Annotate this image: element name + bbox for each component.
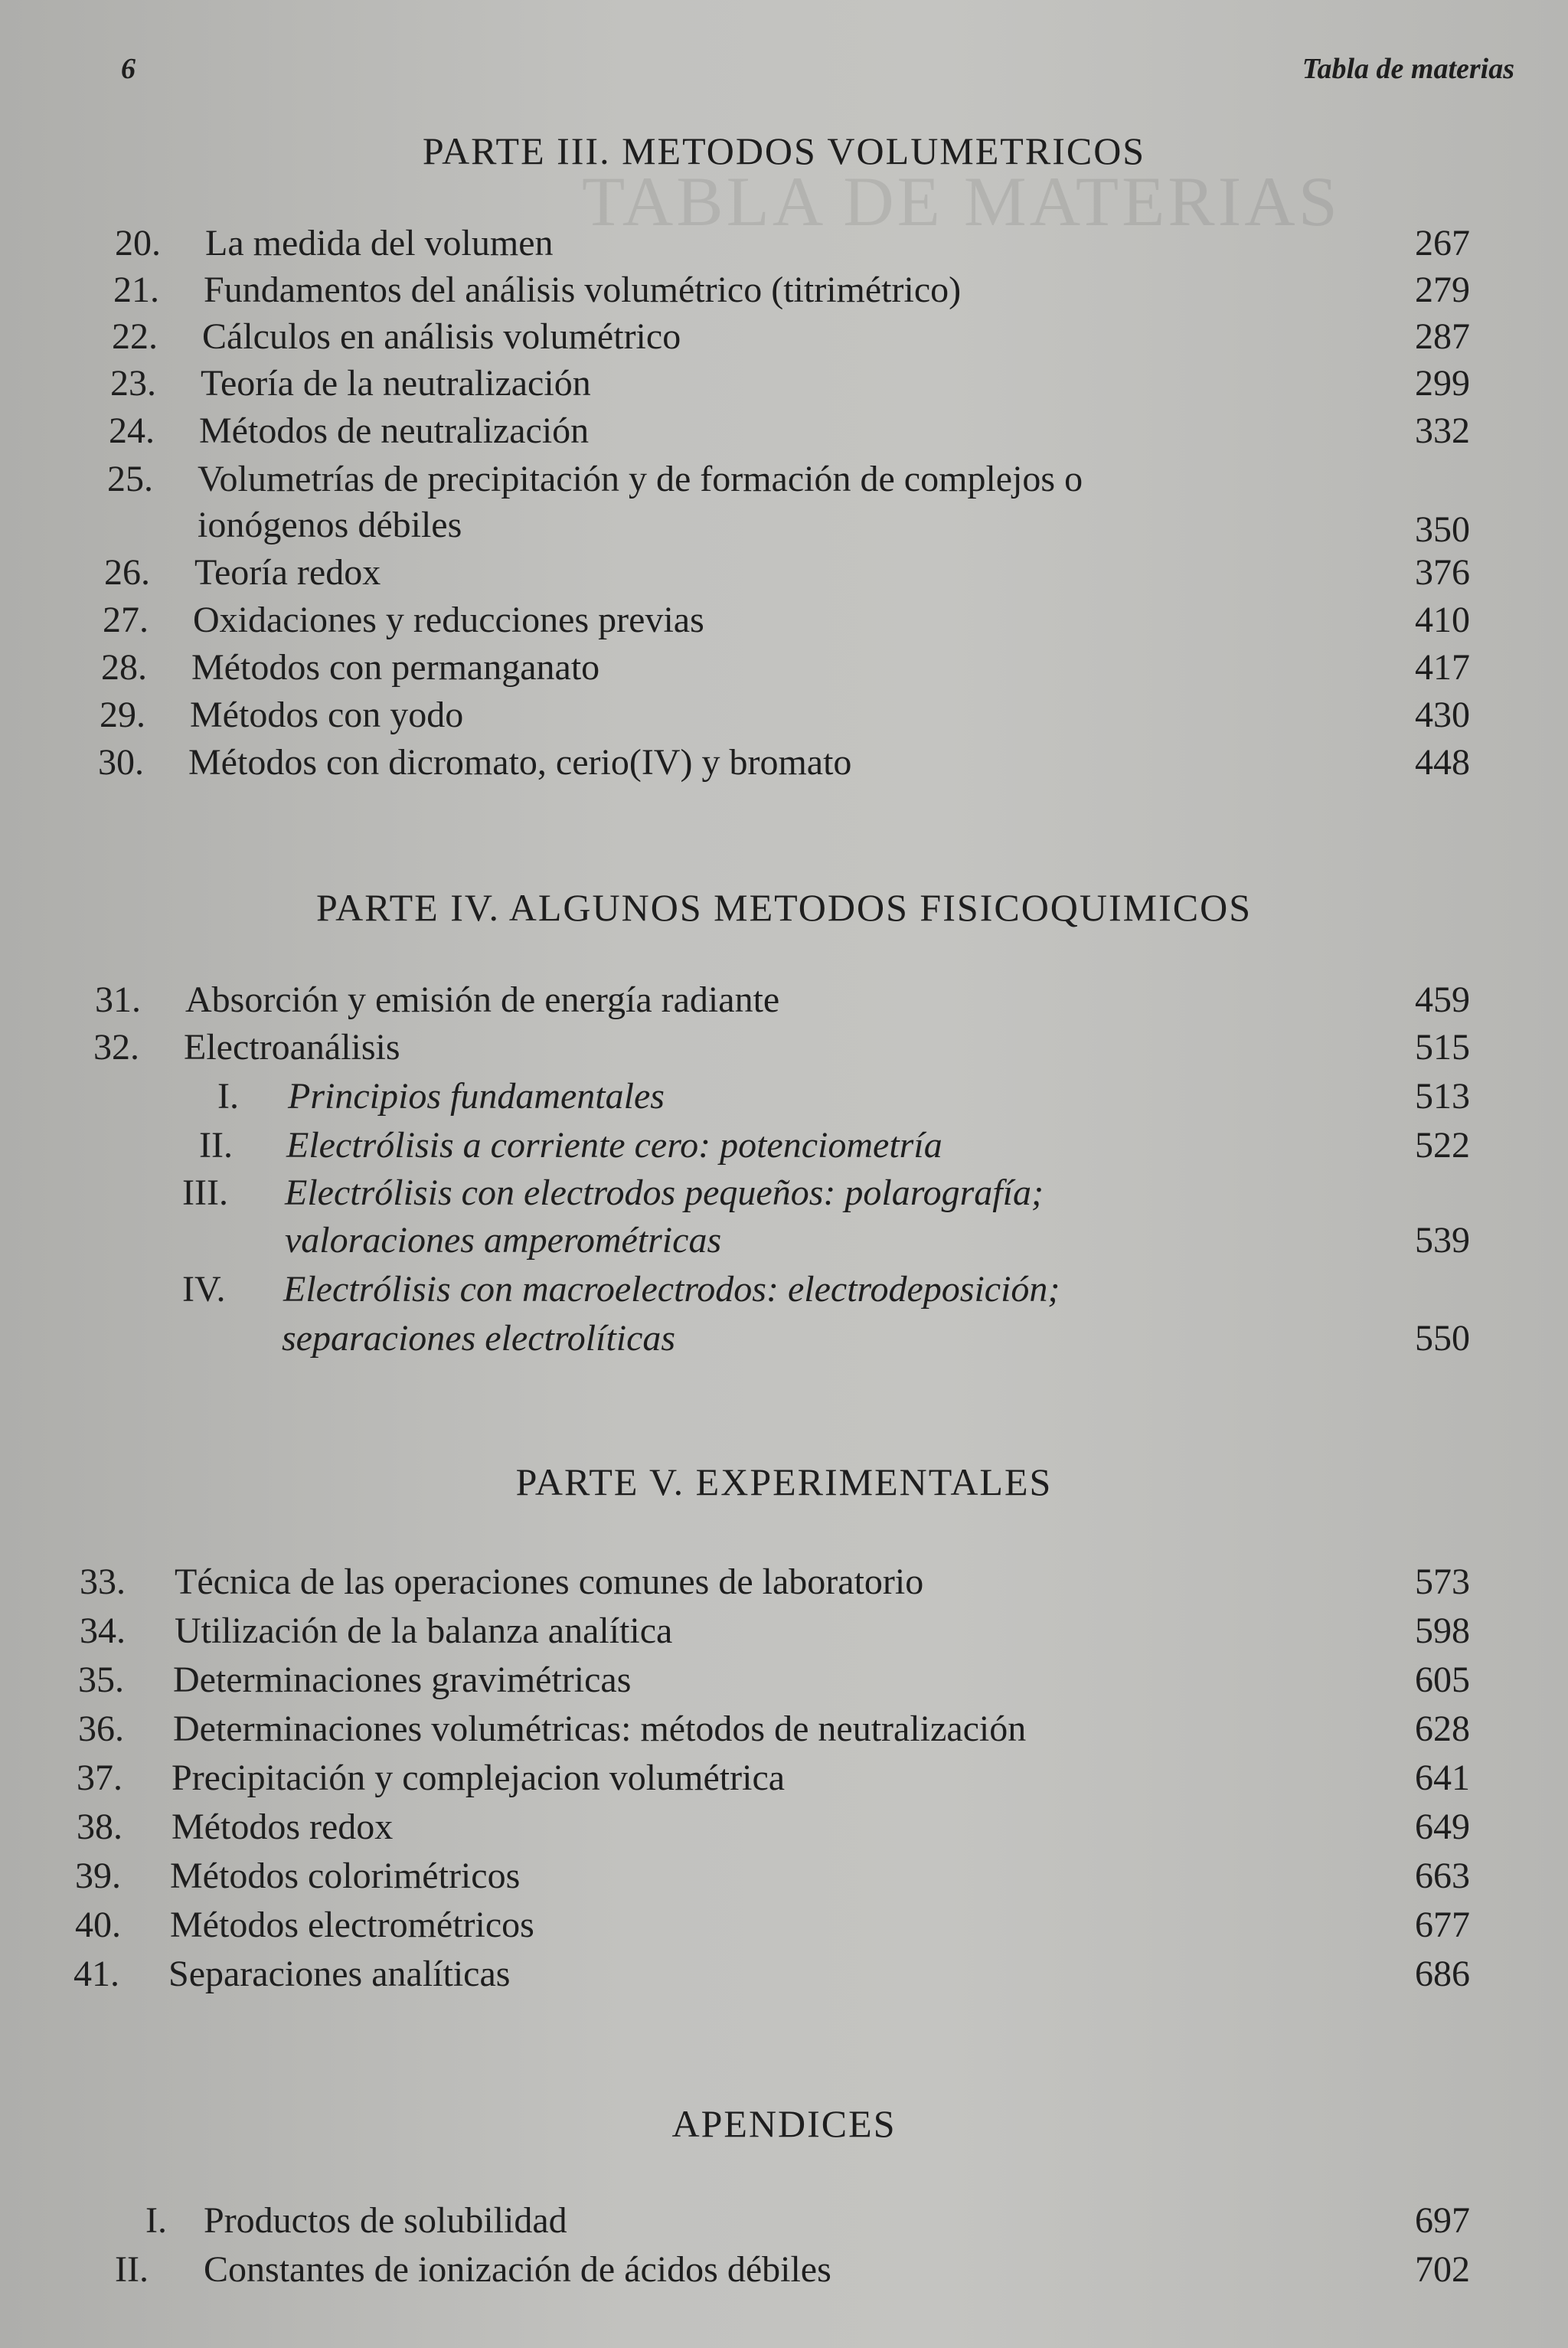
entry-title: Métodos con dicromato, cerio(IV) y bromato [188,742,852,783]
subentry-page: 513 [1415,1076,1470,1117]
entry-number: 33. [80,1562,126,1602]
subentry-page: 522 [1415,1125,1470,1166]
entry-number: I. [145,2200,167,2241]
part-heading: PARTE V. EXPERIMENTALES [515,1460,1053,1503]
entry-title: Fundamentos del análisis volumétrico (titrimétrico) [204,270,962,310]
entry-number: 39. [75,1856,121,1896]
entry-title: Electroanálisis [184,1027,400,1068]
entry-page: 350 [1415,509,1470,550]
entry-title: Teoría de la neutralización [201,363,591,404]
subentry-title: Principios fundamentales [288,1076,665,1117]
entry-number: 34. [80,1611,126,1651]
entry-number: 30. [98,742,144,783]
entry-page: 686 [1415,1954,1470,1994]
part-heading: PARTE IV. ALGUNOS METODOS FISICOQUIMICOS [315,886,1253,929]
entry-number: 27. [103,600,149,640]
entry-number: 21. [113,270,159,310]
subentry-number: II. [199,1125,233,1166]
entry-number: 40. [75,1905,121,1945]
entry-title: Métodos con yodo [190,695,464,735]
entry-page: 430 [1415,695,1470,735]
entry-page: 459 [1415,979,1470,1020]
entry-number: 32. [93,1027,139,1068]
entry-page: 279 [1415,270,1470,310]
entry-number: 38. [77,1807,122,1847]
subentry-title-continued: separaciones electrolíticas [282,1318,676,1359]
entry-title: Métodos con permanganato [191,647,600,688]
entry-title: Oxidaciones y reducciones previas [193,600,704,640]
toc-subentry [178,1172,1519,1267]
entry-title: Absorción y emisión de energía radiante [185,979,780,1020]
toc-subentry [178,1268,1519,1363]
entry-title: Separaciones analíticas [168,1954,511,1994]
entry-number: 28. [101,647,147,688]
bleed-through-text: TABLA DE MATERIAS [582,162,1341,240]
entry-number: 31. [95,979,141,1020]
entry-page: 663 [1415,1856,1470,1896]
entry-number: 20. [115,223,161,263]
entry-title: Cálculos en análisis volumétrico [202,316,681,357]
entry-title: Métodos electrométricos [170,1905,534,1945]
entry-page: 628 [1415,1709,1470,1749]
part-heading: APENDICES [671,2102,897,2145]
entry-title: Métodos colorimétricos [170,1856,521,1896]
subentry-number: I. [217,1076,239,1117]
entry-title: Teoría redox [194,552,381,593]
toc-entry [107,458,1519,550]
entry-number: 22. [112,316,158,357]
subentry-title: Electrólisis con macroelectrodos: electrodeposición; [283,1269,1060,1310]
entry-page: 598 [1415,1611,1470,1651]
entry-page: 376 [1415,552,1470,593]
entry-number: 23. [110,363,156,404]
entry-page: 605 [1415,1660,1470,1700]
entry-title: Volumetrías de precipitación y de formación de complejos o [198,459,1083,499]
entry-number: 37. [77,1758,122,1798]
entry-title: Determinaciones volumétricas: métodos de neutralización [173,1709,1027,1749]
entry-page: 287 [1415,316,1470,357]
entry-page: 410 [1415,600,1470,640]
subentry-title: Electrólisis a corriente cero: potenciometría [286,1125,942,1166]
entry-page: 573 [1415,1562,1470,1602]
entry-title: Determinaciones gravimétricas [173,1660,632,1700]
running-title: Tabla de materias [1302,53,1514,85]
entry-page: 515 [1415,1027,1470,1068]
subentry-title-continued: valoraciones amperométricas [285,1220,722,1261]
entry-page: 649 [1415,1807,1470,1847]
entry-page: 299 [1415,363,1470,404]
entry-page: 641 [1415,1758,1470,1798]
subentry-number: III. [182,1172,228,1213]
entry-page: 702 [1415,2249,1470,2290]
entry-number: 36. [78,1709,124,1749]
entry-title: Utilización de la balanza analítica [175,1611,673,1651]
entry-page: 267 [1415,223,1470,263]
entry-title: Precipitación y complejacion volumétrica [172,1758,786,1798]
entry-title: Técnica de las operaciones comunes de laboratorio [175,1562,924,1602]
entry-page: 677 [1415,1905,1470,1945]
entry-title: Métodos de neutralización [199,410,590,451]
part-heading: PARTE III. METODOS VOLUMETRICOS [422,129,1146,172]
entry-page: 448 [1415,742,1470,783]
entry-title-continued: ionógenos débiles [198,505,462,545]
subentry-number: IV. [182,1269,226,1310]
entry-title: Métodos redox [172,1807,394,1847]
entry-title: La medida del volumen [205,223,554,263]
entry-number: 29. [100,695,145,735]
entry-number: II. [115,2249,149,2290]
subentry-page: 550 [1415,1318,1470,1359]
entry-number: 26. [104,552,150,593]
subentry-title: Electrólisis con electrodos pequeños: polarografía; [285,1172,1044,1213]
entry-number: 41. [74,1954,119,1994]
entry-page: 332 [1415,410,1470,451]
entry-title: Constantes de ionización de ácidos débiles [204,2249,831,2290]
subentry-page: 539 [1415,1220,1470,1261]
entry-number: 35. [78,1660,124,1700]
page-number: 6 [121,53,136,85]
entry-title: Productos de solubilidad [204,2200,567,2241]
entry-number: 25. [107,459,153,499]
entry-page: 417 [1415,647,1470,688]
entry-number: 24. [109,410,155,451]
entry-page: 697 [1415,2200,1470,2241]
